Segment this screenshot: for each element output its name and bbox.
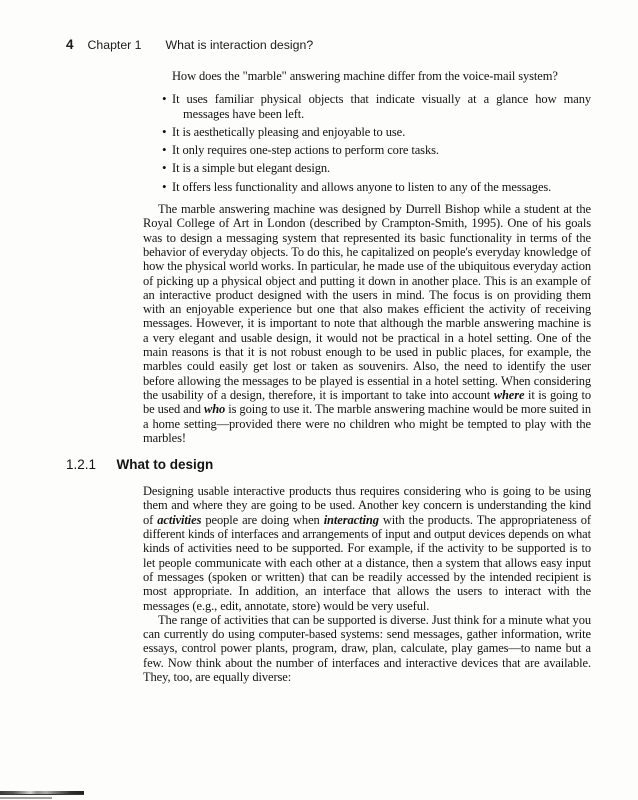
question-line: How does the "marble" answering machine differ from the voice-mail system? <box>172 69 558 83</box>
design-paragraph-2: The range of activities that can be supported is diverse. Just think for a minute what you can currently do using computer-based systems: send messages, gather information, write essays, control power plants, program, draw, plan, calculate, play games—to name but a few. Now think about the number of interfaces and interactive devices that are available. They, too, are equally diverse: <box>143 612 591 684</box>
bullet-list <box>143 92 591 194</box>
page-number: 4 <box>66 37 74 52</box>
bullet-item: • It offers less functionality and allows anyone to listen to any of the messages. <box>143 180 591 194</box>
bullet-item: • It is aesthetically pleasing and enjoyable to use. <box>143 125 591 139</box>
section-heading <box>66 456 638 474</box>
design-paragraph-1: Designing usable interactive products thus requires considering who is going to be using them and where they are going to be used. Another key concern is understanding the kind of activities people are doing when interacting with the products. The appropriateness of different kinds of interfaces and arrangements of input and output devices depends on what kinds of activities need to be supported. For example, if the activity to be supported is to let people communicate with each other at a distance, then a system that allows easy input of messages (spoken or written) that can be readily accessed by the intended recipient is most appropriate. In addition, an interface that allows the users to interact with the messages (e.g., edit, annotate, store) would be very useful. <box>143 484 591 613</box>
chapter-label: Chapter 1 <box>87 38 142 52</box>
section-title: What to design <box>116 457 214 473</box>
page-header <box>66 37 638 52</box>
scan-artifact-smudge <box>0 797 52 799</box>
bullet-item: • It is a simple but elegant design. <box>143 161 591 175</box>
scan-artifact-line <box>0 791 84 794</box>
section-number: 1.2.1 <box>66 457 97 473</box>
marble-paragraph: The marble answering machine was designed by Durrell Bishop while a student at the Royal College of Art in London (described by Crampton-Smith, 1995). One of his goals was to design a messaging system that represented its basic functionality in terms of the behavior of everyday objects. To do this, he capitalized on people's everyday knowledge of how the physical world works. In particular, he made use of the ubiquitous everyday action of picking up a physical object and putting it down in another place. This is an example of an interactive product designed with the users in mind. The focus is on providing them with an enjoyable experience but one that also makes efficient the activity of receiving messages. However, it is important to note that although the marble answering machine is a very elegant and usable design, it would not be practical in a hotel setting. One of the main reasons is that it is not robust enough to be used in public places, for example, the marbles could easily get lost or taken as souvenirs. Also, the need to identify the user before allowing the messages to be played is essential in a hotel setting. When considering the usability of a design, therefore, it is important to take into account where it is going to be used and who is going to use it. The marble answering machine would be more suited in a home setting—provided there were no children who might be tempted to play with the marbles! <box>143 202 592 445</box>
chapter-title: What is interaction design? <box>165 38 314 52</box>
bullet-item: • It uses familiar physical objects that indicate visually at a glance how many messages have been left. <box>143 92 591 121</box>
bullet-item: • It only requires one-step actions to perform core tasks. <box>143 143 591 157</box>
